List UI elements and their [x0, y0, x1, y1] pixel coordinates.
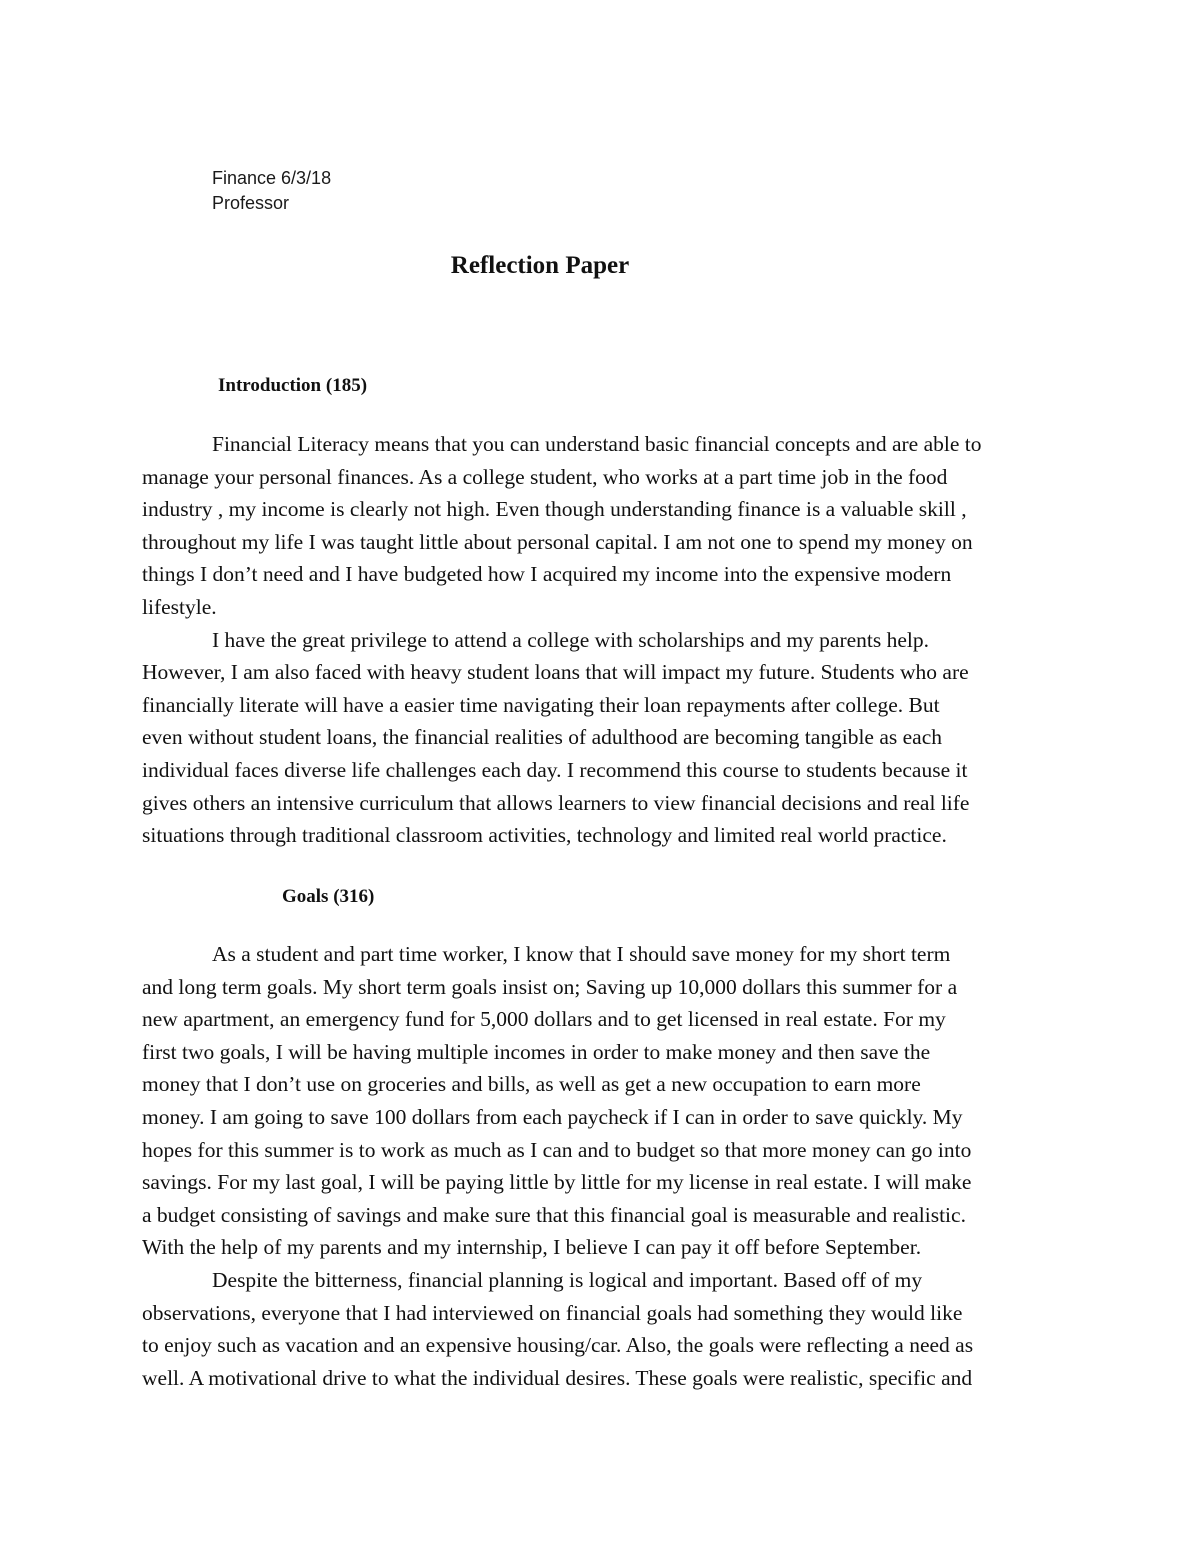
text-line: money that I don’t use on groceries and bills, as well as get a new occupation to earn more [142, 1072, 921, 1097]
text-line: hopes for this summer is to work as much as I can and to budget so that more money can go into [142, 1137, 972, 1162]
text-line: savings. For my last goal, I will be paying little by little for my license in real estate. I will make [142, 1170, 972, 1195]
text-line: Financial Literacy means that you can understand basic financial concepts and are able to [212, 432, 982, 456]
paragraph [142, 624, 1067, 852]
text-line: situations through traditional classroom activities, technology and limited real world practice. [142, 823, 947, 848]
text-line: With the help of my parents and my internship, I believe I can pay it off before September. [142, 1235, 922, 1260]
text-line: throughout my life I was taught little about personal capital. I am not one to spend my money on [142, 529, 973, 554]
text-line: individual faces diverse life challenges each day. I recommend this course to students because it [142, 757, 968, 782]
text-line: money. I am going to save 100 dollars from each paycheck if I can in order to save quickly. My [142, 1104, 963, 1129]
text-line: even without student loans, the financial realities of adulthood are becoming tangible as each [142, 725, 943, 750]
section-heading-introduction: Introduction (185) [218, 375, 368, 396]
section-body-introduction [142, 428, 1067, 852]
section-heading-goals: Goals (316) [282, 886, 375, 907]
text-line: industry , my income is clearly not high. Even though understanding finance is a valuable skill , [142, 497, 967, 522]
text-line: things I don’t need and I have budgeted how I acquired my income into the expensive modern [142, 562, 952, 587]
text-line: However, I am also faced with heavy student loans that will impact my future. Students who are [142, 660, 969, 685]
paragraph [142, 938, 1067, 1264]
text-line: lifestyle. [142, 594, 217, 619]
paragraph [142, 1264, 1067, 1394]
text-line: a budget consisting of savings and make sure that this financial goal is measurable and realistic. [142, 1202, 966, 1227]
professor-line: Professor [212, 193, 290, 213]
section-body-goals [142, 938, 1067, 1394]
text-line: first two goals, I will be having multiple incomes in order to make money and then save the [142, 1039, 931, 1064]
text-line: and long term goals. My short term goals insist on; Saving up 10,000 dollars this summer for a [142, 974, 958, 999]
text-line: As a student and part time worker, I know that I should save money for my short term [212, 942, 951, 966]
text-line: manage your personal finances. As a college student, who works at a part time job in the food [142, 464, 948, 489]
course-date-line: Finance 6/3/18 [212, 168, 332, 188]
document-title: Reflection Paper [450, 252, 630, 279]
text-line: I have the great privilege to attend a college with scholarships and my parents help. [212, 627, 930, 652]
text-line: Despite the bitterness, financial planning is logical and important. Based off of my [212, 1267, 923, 1292]
text-line: new apartment, an emergency fund for 5,000 dollars and to get licensed in real estate. For my [142, 1007, 946, 1032]
paragraph [142, 428, 1067, 624]
text-line: gives others an intensive curriculum that allows learners to view financial decisions and real life [142, 790, 970, 815]
document-header [212, 166, 331, 216]
text-line: well. A motivational drive to what the individual desires. These goals were realistic, specific and [142, 1365, 973, 1390]
text-line: financially literate will have a easier time navigating their loan repayments after college. But [142, 692, 940, 717]
text-line: observations, everyone that I had interviewed on financial goals had something they would like [142, 1300, 963, 1325]
text-line: to enjoy such as vacation and an expensive housing/car. Also, the goals were reflecting a need as [142, 1333, 974, 1358]
